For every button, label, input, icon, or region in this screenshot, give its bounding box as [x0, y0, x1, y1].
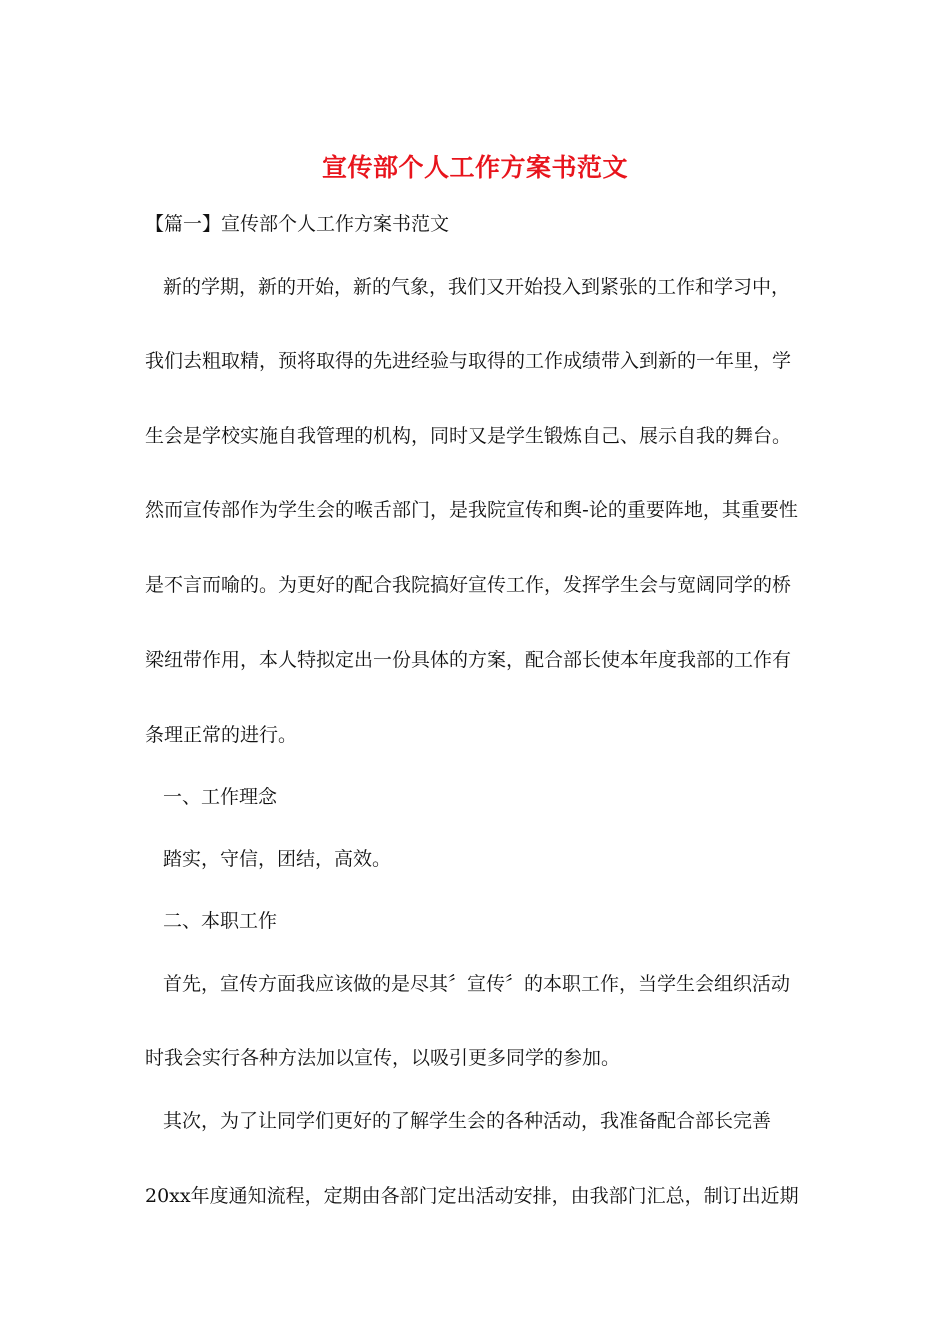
- section-heading: 【篇一】宣传部个人工作方案书范文: [145, 213, 450, 235]
- year-prefix: 20xx: [145, 1185, 191, 1207]
- document-title: 宣传部个人工作方案书范文: [321, 153, 628, 182]
- paragraph-line: 踏实，守信，团结，高效。: [163, 848, 392, 870]
- paragraph-line: 然而宣传部作为学生会的喉舌部门，是我院宣传和舆-论的重要阵地，其重要性: [145, 499, 798, 521]
- paragraph-line: 时我会实行各种方法加以宣传，以吸引更多同学的参加。: [145, 1047, 621, 1069]
- paragraph-line: [145, 1183, 799, 1209]
- paragraph-line: 首先，宣传方面我应该做的是尽其〞宣传〞的本职工作，当学生会组织活动: [163, 973, 791, 995]
- paragraph-line-text: 年度通知流程，定期由各部门定出活动安排，由我部门汇总，制订出近期: [190, 1185, 799, 1207]
- paragraph-line: 生会是学校实施自我管理的机构，同时又是学生锻炼自己、展示自我的舞台。: [145, 425, 792, 447]
- subheading-main-duties: 二、本职工作: [163, 910, 278, 932]
- paragraph-line: 条理正常的进行。: [145, 724, 298, 746]
- paragraph-line: 我们去粗取精，预将取得的先进经验与取得的工作成绩带入到新的一年里，学: [145, 350, 792, 372]
- paragraph-line: 是不言而喻的。为更好的配合我院搞好宣传工作，发挥学生会与宽阔同学的桥: [145, 574, 792, 596]
- paragraph-line: 梁纽带作用，本人特拟定出一份具体的方案，配合部长使本年度我部的工作有: [145, 649, 792, 671]
- subheading-work-philosophy: 一、工作理念: [163, 786, 278, 808]
- paragraph-line: 其次，为了让同学们更好的了解学生会的各种活动，我准备配合部长完善: [163, 1110, 772, 1132]
- paragraph-line: 新的学期，新的开始，新的气象，我们又开始投入到紧张的工作和学习中，: [163, 276, 791, 298]
